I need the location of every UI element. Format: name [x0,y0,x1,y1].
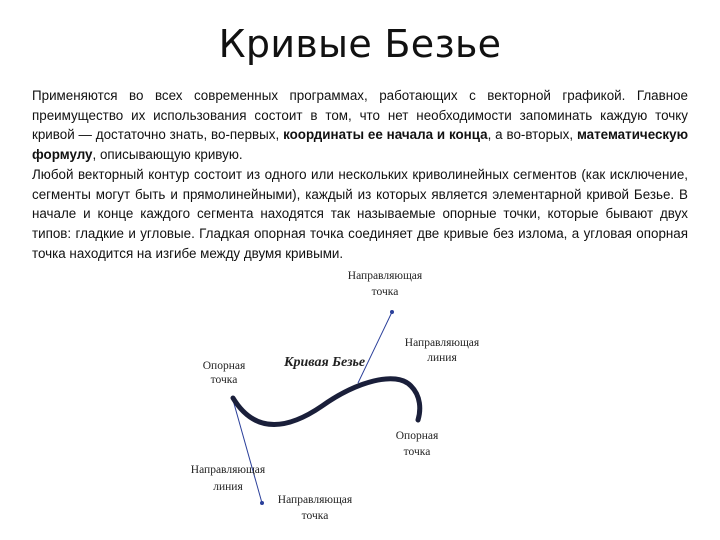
line-left-label-2: линия [213,481,243,493]
bezier-curve [233,379,420,425]
paragraph-1-part-1: Применяются во всех современных программах, работающих с векторной графикой. Главное преимущество их использования состоит в том, что нет необходимости запоминать каждую точку кривой — достаточно знать, во-первых, [32,88,688,143]
handle-bottom-label-2: точка [301,510,329,522]
anchor-point-right [416,418,420,422]
anchor-right-label-2: точка [403,446,431,458]
anchor-point-left [231,396,235,400]
page-title: Кривые Безье [218,22,502,66]
paragraph-1-part-3: , описывающую кривую. [92,147,243,163]
handle-top-label-2: точка [371,286,399,298]
paragraph-2: Любой векторный контур состоит из одного или нескольких криволинейных сегментов (как исключение, сегменты могут быть и прямолинейными), каждый из которых является элементарной кривой Безье. В начале и конце каждого сегмента находятся так называемые опорные точки, которые бывают двух типов: гладкие и угловые. Гладкая опорная точка соединяет две кривые без излома, а угловая опорная точка находится на изгибе между двумя кривыми. [32,166,688,261]
paragraph-1-part-2: , а во-вторых, [487,127,577,143]
curve-label: Кривая Безье [284,355,366,370]
anchor-right-label-1: Опорная [395,430,439,442]
handle-bottom-label-1: Направляющая [277,494,353,506]
anchor-left-label-2: точка [210,374,238,386]
line-left-label-1: Направляющая [190,464,266,476]
line-top-label-1: Направляющая [404,337,480,349]
handle-point-bottom [260,501,264,505]
handle-point-top [390,310,394,314]
paragraph-1-bold-1: координаты ее начала и конца [283,127,488,143]
anchor-left-label-1: Опорная [202,360,246,372]
line-top-label-2: линия [427,352,457,364]
handle-top-label-1: Направляющая [347,270,423,282]
paragraph-1-bold-2: математическую формулу [32,127,689,163]
guide-line-top [358,312,392,383]
